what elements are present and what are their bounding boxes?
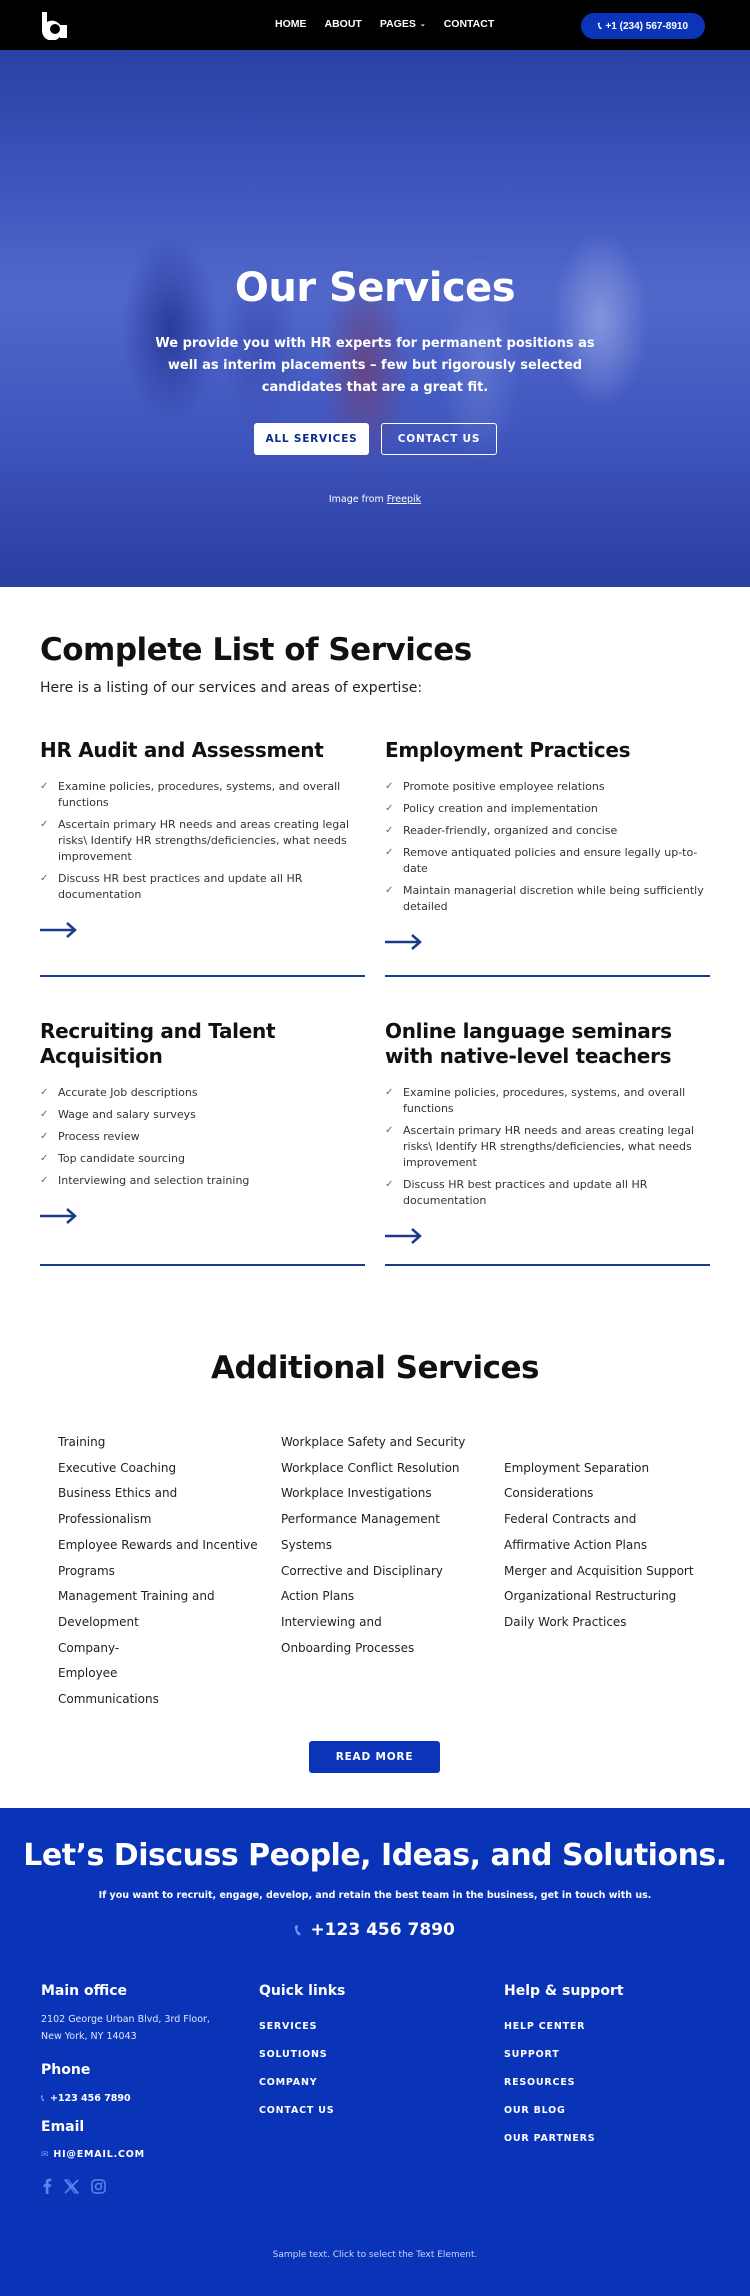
service-card-language-seminars (385, 1019, 710, 1245)
x-twitter-icon[interactable] (64, 2179, 79, 2194)
arrow-right-icon[interactable] (385, 1227, 423, 1245)
cta-phone-label: +123 456 7890 (310, 1920, 455, 1940)
list-item: ✓ Examine policies, procedures, systems, and overall functions (385, 1086, 686, 1115)
list-item: Workplace Conflict Resolution (281, 1460, 460, 1475)
main-nav (275, 18, 494, 30)
list-item: Employment Separation Considerations (504, 1460, 650, 1501)
additional-col-3 (504, 1456, 714, 1636)
facebook-icon[interactable] (42, 2178, 52, 2194)
nav-home[interactable]: HOME (275, 18, 307, 30)
check-icon: ✓ (40, 1175, 49, 1186)
footer-email-link[interactable] (41, 2149, 145, 2160)
additional-col-1 (58, 1430, 268, 1713)
main-office-title: Main office (41, 1983, 128, 1999)
footer-link-our-blog[interactable]: OUR BLOG (504, 2105, 566, 2116)
list-item: ✓ Discuss HR best practices and update all HR documentation (40, 872, 303, 901)
card-divider (385, 975, 710, 977)
nav-pages-label: PAGES (379, 18, 416, 30)
list-item: ✓ Accurate Job descriptions (40, 1086, 198, 1099)
footer-link-support[interactable]: SUPPORT (504, 2049, 560, 2060)
check-icon: ✓ (385, 825, 394, 836)
list-item: ✓ Discuss HR best practices and update all HR documentation (385, 1178, 648, 1207)
footer-link-contact-us[interactable]: CONTACT US (259, 2105, 335, 2116)
check-icon: ✓ (385, 1179, 394, 1190)
services-title: Complete List of Services (40, 632, 472, 668)
service-card-recruiting (40, 1019, 365, 1225)
list-item: ✓ Interviewing and selection training (40, 1174, 250, 1187)
check-icon: ✓ (385, 781, 394, 792)
check-icon: ✓ (40, 873, 49, 884)
arrow-right-icon[interactable] (385, 933, 423, 951)
list-item: ✓ Remove antiquated policies and ensure legally up-to-date (385, 846, 698, 875)
list-item: ✓ Wage and salary surveys (40, 1108, 196, 1121)
list-item: Daily Work Practices (504, 1614, 627, 1629)
arrow-right-icon[interactable] (40, 1207, 78, 1225)
check-icon: ✓ (40, 781, 49, 792)
hero-section (0, 50, 750, 587)
list-item: ✓ Process review (40, 1130, 140, 1143)
check-icon: ✓ (385, 885, 394, 896)
footer-link-help-center[interactable]: HELP CENTER (504, 2021, 586, 2032)
envelope-icon: ✉ (41, 2149, 50, 2160)
footer-phone-label: +123 456 7890 (49, 2093, 131, 2104)
instagram-icon[interactable] (91, 2179, 106, 2194)
address-line-1: 2102 George Urban Blvd, 3rd Floor, (41, 2014, 210, 2025)
footer-link-resources[interactable]: RESOURCES (504, 2077, 576, 2088)
site-footer (0, 1808, 750, 2296)
footer-link-services[interactable]: SERVICES (259, 2021, 318, 2032)
check-icon: ✓ (385, 847, 394, 858)
service-card-employment-practices (385, 738, 710, 951)
check-icon: ✓ (385, 1087, 394, 1098)
card-divider (40, 975, 365, 977)
list-item: Company-Employee Communications (58, 1640, 159, 1707)
list-item: Management Training and Development (58, 1589, 215, 1629)
card-title: Online language seminars with native-level teachers (385, 1019, 672, 1068)
list-item: ✓ Ascertain primary HR needs and areas creating legal risks\ Identify HR strengths/deficiencies, what needs improvement (40, 818, 350, 863)
nav-contact[interactable]: CONTACT (443, 18, 495, 30)
list-item: ✓ Maintain managerial discretion while being sufficiently detailed (385, 884, 704, 913)
phone-icon: 📞︎ (41, 2093, 45, 2104)
image-credit (0, 494, 750, 505)
services-subtitle: Here is a listing of our services and areas of expertise: (40, 680, 423, 696)
phone-icon: 📞︎ (295, 1921, 301, 1939)
contact-us-button[interactable]: CONTACT US (381, 423, 497, 455)
list-item: Federal Contracts and Affirmative Action Plans (504, 1512, 648, 1552)
site-header (0, 0, 750, 50)
list-item: ✓ Ascertain primary HR needs and areas creating legal risks\ Identify HR strengths/deficiencies, what needs improvement (385, 1124, 695, 1169)
list-item: Merger and Acquisition Support (504, 1563, 694, 1578)
check-icon: ✓ (385, 1125, 394, 1136)
arrow-right-icon[interactable] (40, 921, 78, 939)
cta-subtitle: If you want to recruit, engage, develop, and retain the best team in the business, get in touch with us. (98, 1890, 652, 1901)
list-item: Interviewing and Onboarding Processes (281, 1614, 415, 1655)
additional-services-title: Additional Services (211, 1350, 539, 1386)
read-more-button[interactable]: READ MORE (309, 1741, 440, 1773)
social-links (42, 2178, 106, 2194)
list-item: Workplace Investigations (281, 1486, 432, 1501)
list-item: Training (58, 1435, 106, 1449)
additional-col-2 (281, 1430, 491, 1661)
check-icon: ✓ (40, 1131, 49, 1142)
freepik-link[interactable]: Freepik (386, 494, 422, 505)
footer-phone-link[interactable] (41, 2093, 131, 2104)
check-icon: ✓ (40, 1109, 49, 1120)
cta-title: Let’s Discuss People, Ideas, and Solutions. (23, 1838, 727, 1873)
address (41, 2011, 210, 2045)
service-card-hr-audit (40, 738, 365, 939)
header-phone-label: +1 (234) 567-8910 (605, 20, 689, 32)
check-icon: ✓ (40, 819, 49, 830)
list-item: ✓ Promote positive employee relations (385, 780, 605, 793)
all-services-button[interactable]: ALL SERVICES (254, 423, 369, 455)
card-divider (40, 1264, 365, 1266)
list-item: ✓ Policy creation and implementation (385, 802, 598, 815)
check-icon: ✓ (40, 1153, 49, 1164)
list-item: Workplace Safety and Security (281, 1435, 466, 1449)
list-item: Organizational Restructuring (504, 1589, 677, 1604)
logo-icon[interactable] (40, 10, 70, 40)
list-item: ✓ Examine policies, procedures, systems, and overall functions (40, 780, 341, 809)
phone-title: Phone (41, 2062, 91, 2078)
address-line-2: New York, NY 14043 (41, 2031, 137, 2042)
hero-title: Our Services (234, 265, 516, 311)
credit-prefix: Image from (328, 494, 387, 505)
hero-subtitle: We provide you with HR experts for permanent positions as well as interim placements – few but rigorously selected candidates that are a great fit. (155, 336, 595, 395)
check-icon: ✓ (385, 803, 394, 814)
email-title: Email (41, 2119, 85, 2135)
card-title: HR Audit and Assessment (40, 738, 324, 762)
quick-links-title: Quick links (259, 1983, 346, 1999)
help-support-title: Help & support (504, 1983, 624, 1999)
phone-icon: 📞︎ (597, 20, 602, 32)
list-item: Performance Management Systems (281, 1512, 440, 1552)
nav-pages[interactable] (380, 18, 426, 30)
check-icon: ✓ (40, 1087, 49, 1098)
nav-about[interactable]: ABOUT (324, 18, 362, 30)
footer-link-solutions[interactable]: SOLUTIONS (259, 2049, 328, 2060)
card-title: Employment Practices (385, 738, 631, 762)
hero-image-overlay (0, 50, 750, 587)
header-phone-button[interactable] (581, 13, 705, 39)
cta-phone-link[interactable] (0, 1920, 750, 1940)
card-divider (385, 1264, 710, 1266)
list-item: Executive Coaching (58, 1460, 177, 1475)
list-item: Corrective and Disciplinary Action Plans (281, 1563, 443, 1604)
footer-link-our-partners[interactable]: OUR PARTNERS (504, 2133, 596, 2144)
list-item: Business Ethics and Professionalism (58, 1486, 178, 1527)
footer-email-label: HI@EMAIL.COM (53, 2149, 145, 2160)
chevron-down-icon: ⌄ (419, 21, 426, 28)
footer-link-company[interactable]: COMPANY (259, 2077, 318, 2088)
card-title: Recruiting and Talent Acquisition (40, 1019, 276, 1068)
list-item: ✓ Reader-friendly, organized and concise (385, 824, 618, 837)
footer-bottom-note: Sample text. Click to select the Text Element. (272, 2250, 478, 2260)
list-item: Employee Rewards and Incentive Programs (58, 1537, 258, 1578)
list-item: ✓ Top candidate sourcing (40, 1152, 185, 1165)
